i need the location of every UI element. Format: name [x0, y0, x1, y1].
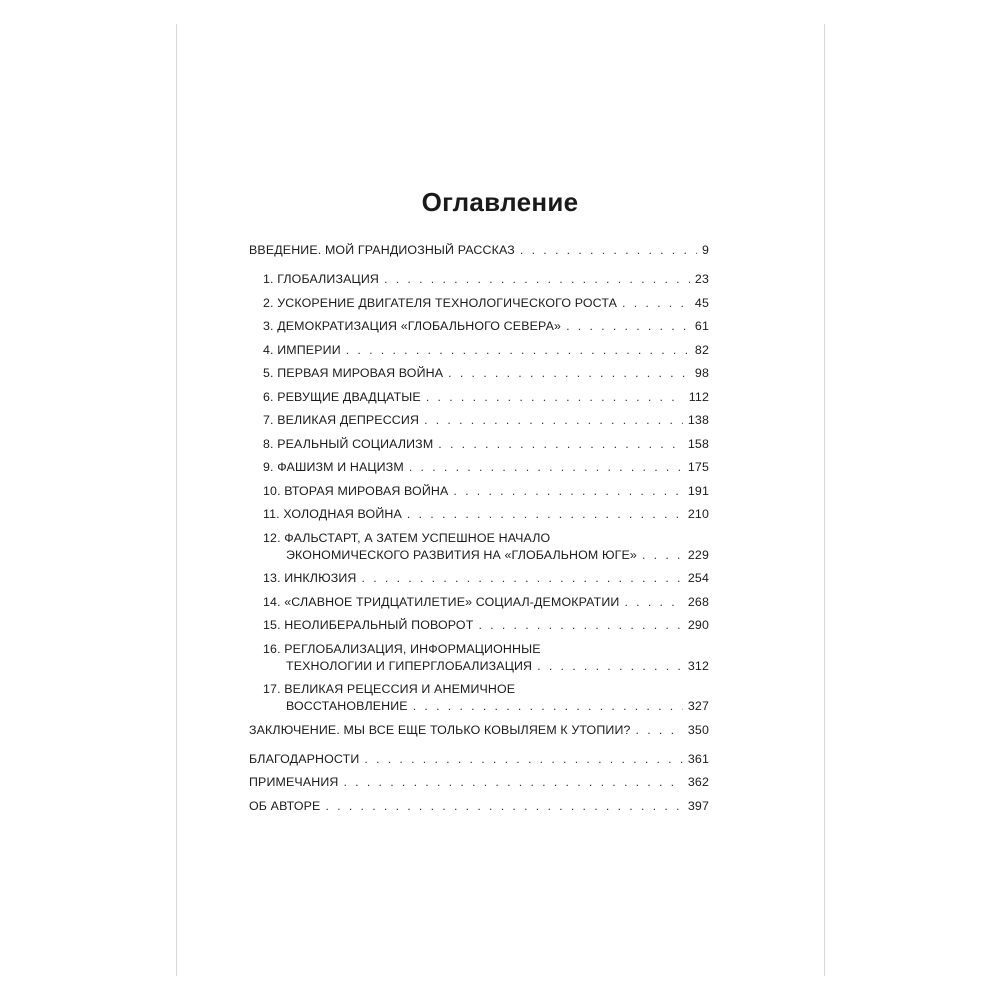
toc-page-number: 268 — [687, 594, 709, 609]
toc-entry-title: 5. ПЕРВАЯ МИРОВАЯ ВОЙНА — [263, 366, 444, 380]
dot-leader — [413, 698, 683, 715]
toc-entry[interactable] — [249, 641, 709, 675]
dot-leader — [448, 365, 690, 382]
toc-entry-title: 1. ГЛОБАЛИЗАЦИЯ — [263, 272, 380, 286]
toc-page-number: 23 — [694, 272, 709, 286]
toc-entry-title: 11. ХОЛОДНАЯ ВОЙНА — [263, 507, 402, 521]
toc-entry-title: 9. ФАШИЗМ И НАЦИЗМ — [263, 460, 404, 474]
toc-page-number: 361 — [687, 751, 709, 766]
dot-leader — [362, 570, 683, 587]
toc-entry[interactable] — [249, 365, 709, 382]
dot-leader — [364, 751, 683, 768]
toc-page-number: 98 — [694, 366, 709, 380]
dot-leader — [344, 774, 683, 791]
page-edge-right — [824, 24, 825, 976]
toc-entry[interactable] — [249, 271, 709, 288]
toc-entry-title: 13. ИНКЛЮЗИЯ — [263, 571, 357, 585]
toc-entry-title: ОБ АВТОРЕ — [249, 798, 321, 813]
toc-page-number: 191 — [687, 483, 709, 498]
toc-page-number: 290 — [687, 618, 709, 632]
table-of-contents — [249, 242, 709, 821]
toc-entry-title: 3. ДЕМОКРАТИЗАЦИЯ «ГЛОБАЛЬНОГО СЕВЕРА» — [263, 319, 562, 333]
toc-page-number: 9 — [701, 243, 709, 257]
toc-entry-title: ПРИМЕЧАНИЯ — [249, 775, 339, 789]
toc-entry-title: ВВЕДЕНИЕ. МОЙ ГРАНДИОЗНЫЙ РАССКАЗ — [249, 243, 515, 257]
toc-entry[interactable] — [249, 436, 709, 453]
toc-entry-title: 14. «СЛАВНОЕ ТРИДЦАТИЛЕТИЕ» СОЦИАЛ-ДЕМОКРАТИИ — [263, 594, 620, 609]
toc-entry[interactable] — [249, 242, 709, 259]
dot-leader — [478, 617, 682, 634]
dot-leader — [453, 483, 682, 500]
toc-page-number: 254 — [687, 571, 709, 585]
toc-page-number: 175 — [687, 460, 709, 474]
toc-entry[interactable] — [249, 530, 709, 564]
toc-page-number: 350 — [687, 722, 709, 737]
dot-leader — [426, 389, 684, 406]
toc-entry[interactable] — [249, 681, 709, 715]
toc-entry-title: 16. РЕГЛОБАЛИЗАЦИЯ, ИНФОРМАЦИОННЫЕ — [263, 641, 541, 656]
toc-entry-title: 8. РЕАЛЬНЫЙ СОЦИАЛИЗМ — [263, 436, 434, 451]
dot-leader — [424, 412, 683, 429]
dot-leader — [325, 798, 682, 815]
toc-entry[interactable] — [249, 722, 709, 739]
toc-entry[interactable] — [249, 412, 709, 429]
toc-page-number: 45 — [694, 295, 709, 310]
toc-entry-title: 15. НЕОЛИБЕРАЛЬНЫЙ ПОВОРОТ — [263, 618, 474, 632]
toc-entry-title: 4. ИМПЕРИИ — [263, 342, 341, 357]
page-title: Оглавление — [421, 187, 579, 218]
dot-leader — [642, 547, 683, 564]
page-edge-left — [176, 24, 177, 976]
toc-page-number: 61 — [694, 319, 709, 333]
toc-entry[interactable] — [249, 389, 709, 406]
toc-page-number: 112 — [688, 389, 709, 404]
dot-leader — [520, 242, 697, 259]
toc-entry-title: 7. ВЕЛИКАЯ ДЕПРЕССИЯ — [263, 413, 420, 427]
toc-page-number: 229 — [687, 547, 709, 562]
toc-entry[interactable] — [249, 295, 709, 312]
toc-entry-title: ТЕХНОЛОГИИ И ГИПЕРГЛОБАЛИЗАЦИЯ — [286, 658, 533, 673]
toc-entry[interactable] — [249, 570, 709, 587]
toc-entry[interactable] — [249, 594, 709, 611]
dot-leader — [537, 658, 683, 675]
dot-leader — [346, 342, 690, 359]
toc-entry-title: 2. УСКОРЕНИЕ ДВИГАТЕЛЯ ТЕХНОЛОГИЧЕСКОГО РОСТА — [263, 295, 618, 310]
toc-entry-title: 17. ВЕЛИКАЯ РЕЦЕССИЯ И АНЕМИЧНОЕ — [263, 682, 516, 696]
toc-entry-title: ЗАКЛЮЧЕНИЕ. МЫ ВСЕ ЕЩЕ ТОЛЬКО КОВЫЛЯЕМ К УТОПИИ? — [249, 722, 631, 737]
toc-entry[interactable] — [249, 483, 709, 500]
toc-entry[interactable] — [249, 318, 709, 335]
dot-leader — [409, 459, 683, 476]
toc-page-number: 158 — [687, 436, 709, 451]
toc-entry-title: 10. ВТОРАЯ МИРОВАЯ ВОЙНА — [263, 483, 449, 498]
toc-entry[interactable] — [249, 459, 709, 476]
toc-page-number: 362 — [687, 775, 709, 789]
dot-leader — [622, 295, 690, 312]
toc-page-number: 82 — [694, 342, 709, 357]
toc-entry-title: ВОССТАНОВЛЕНИЕ — [286, 699, 408, 713]
toc-entry[interactable] — [249, 617, 709, 634]
toc-entry-title: ЭКОНОМИЧЕСКОГО РАЗВИТИЯ НА «ГЛОБАЛЬНОМ ЮГЕ» — [286, 547, 637, 562]
dot-leader — [384, 271, 690, 288]
toc-entry-title: 6. РЕВУЩИЕ ДВАДЦАТЫЕ — [263, 389, 421, 404]
toc-entry-title: БЛАГОДАРНОСТИ — [249, 751, 360, 766]
toc-entry[interactable] — [249, 751, 709, 768]
toc-page-number: 138 — [687, 413, 709, 427]
toc-page-number: 210 — [687, 507, 709, 521]
dot-leader — [566, 318, 690, 335]
toc-page-number: 397 — [687, 798, 709, 813]
dot-leader — [624, 594, 682, 611]
toc-page-number: 312 — [687, 658, 709, 673]
toc-entry[interactable] — [249, 342, 709, 359]
toc-page-number: 327 — [687, 699, 709, 713]
dot-leader — [407, 506, 683, 523]
toc-entry[interactable] — [249, 774, 709, 791]
toc-entry[interactable] — [249, 798, 709, 815]
toc-entry[interactable] — [249, 506, 709, 523]
dot-leader — [438, 436, 683, 453]
dot-leader — [636, 722, 683, 739]
toc-entry-title: 12. ФАЛЬСТАРТ, А ЗАТЕМ УСПЕШНОЕ НАЧАЛО — [263, 530, 551, 545]
